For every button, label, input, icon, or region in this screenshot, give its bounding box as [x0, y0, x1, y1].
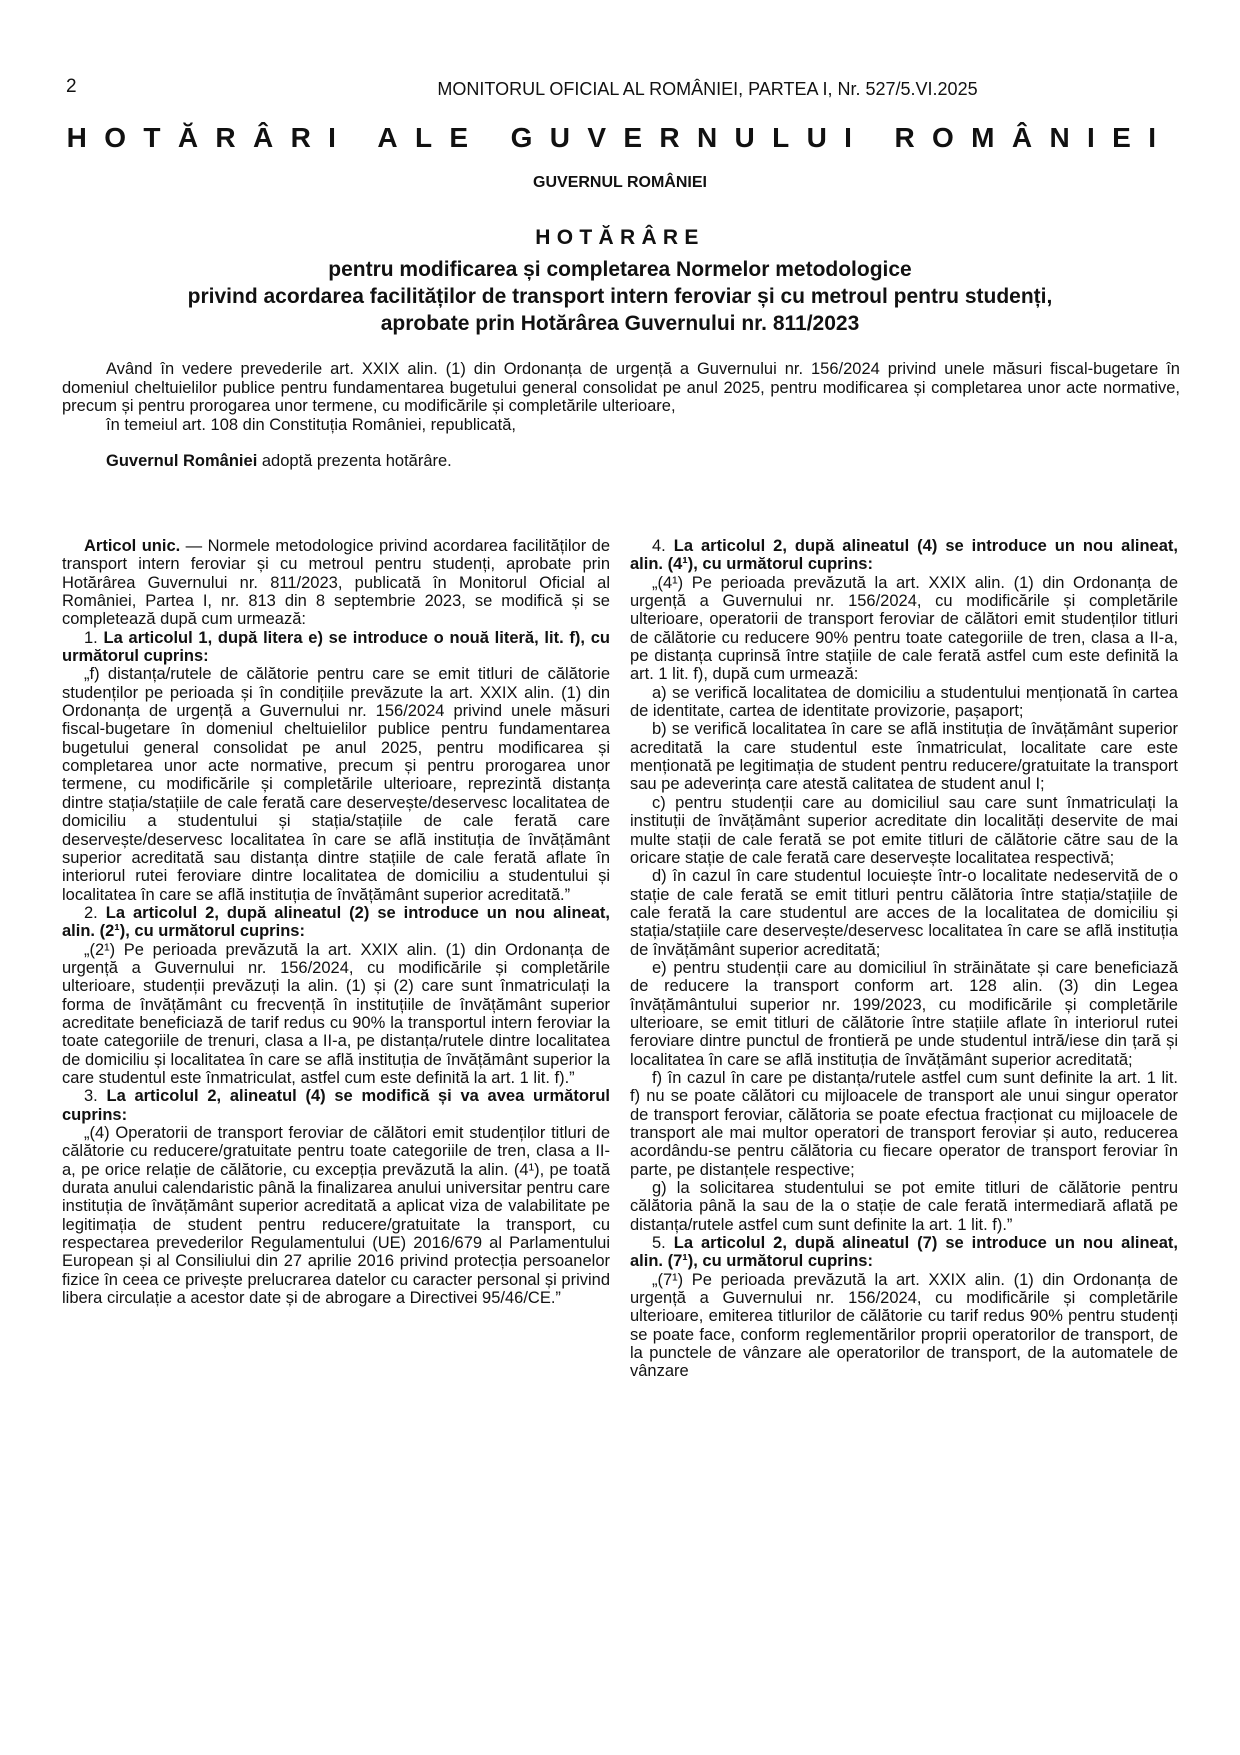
adoption-text: adoptă prezenta hotărâre.: [257, 452, 452, 470]
right-column: [630, 537, 1178, 1381]
preamble-paragraph: în temeiul art. 108 din Constituția României, republicată,: [106, 415, 516, 434]
point-number: 2.: [84, 903, 106, 922]
adoption-subject: Guvernul României: [106, 452, 258, 470]
preamble: [62, 360, 1180, 471]
amendment-point: [62, 629, 610, 666]
letter-item: b) se verifică localitatea în care se află instituția de învățământ superior acreditată la care studentul este înmatriculat, localitate care este menționată pe legitimația de student pentru reducere/gratuitate la transport sau pe adeverința care atestă calitatea de student anul I;: [630, 720, 1178, 794]
amendment-text: „f) distanța/rutele de călătorie pentru care se emit titluri de călătorie studenților pe perioada și în condițiile prevăzute la art. XXIX alin. (1) din Ordonanța de urgență a Guvernului nr. 156/2024 privind unele măsuri fiscal-bugetare în domeniul cheltuielilor publice pentru fundamentarea bugetului general consolidat pe anul 2025, pentru modificarea și completarea unor acte normative, precum și pentru prorogarea unor termene, cu modificările și completările ulterioare, reprezintă distanța dintre stația/stațiile de cale ferată care deservește/deservesc localitatea de domiciliu a studentului și stația/stațiile de cale ferată care deservește/deservesc localitatea în care se află instituția de învățământ superior acreditată sau distanța dintre stațiile de cale ferată aflate în interiorul rutei feroviare dintre localitatea de domiciliu a studentului și localitatea în care se află instituția de învățământ superior acreditată.”: [62, 665, 610, 904]
header-text: MONITORUL OFICIAL AL ROMÂNIEI, PARTEA I, Nr. 527/5.VI.2025: [437, 79, 978, 99]
article-paragraph: [62, 537, 610, 629]
letter-item: f) în cazul în care pe distanța/rutele astfel cum sunt definite la art. 1 lit. f) nu se poate călători cu mijloacele de transport ale unui singur operator de transport feroviar, călătoria se poate efectua fracționat cu mijloacele de transport ale mai multor operatori de transport feroviar și auto, reducerea acordându-se pentru călătoria cu fiecare operator de transport feroviar în parte, pe distanțele respective;: [630, 1068, 1178, 1179]
point-instruction: La articolul 2, după alineatul (2) se introduce un nou alineat, alin. (2¹), cu următorul cuprins:: [62, 903, 610, 941]
running-header: [0, 79, 1240, 100]
left-column: [62, 537, 610, 1307]
article-text: — Normele metodologice privind acordarea facilităților de transport intern feroviar și cu metroul pentru studenți, aprobate prin Hotărârea Guvernului nr. 811/2023, publicată în Monitorul Oficial al României, Partea I, nr. 813 din 8 septembrie 2023, se modifică și se completează după cum urmează:: [62, 537, 611, 629]
decision-heading: HOTĂRÂRE: [535, 226, 705, 249]
amendment-point: [62, 904, 610, 941]
point-number: 1.: [84, 628, 104, 647]
point-instruction: La articolul 1, după litera e) se introduce o nouă literă, lit. f), cu următorul cuprins:: [62, 628, 610, 666]
letter-item: e) pentru studenții care au domiciliul în străinătate și care beneficiază de reducere la transport conform art. 128 alin. (3) din Legea învățământului superior nr. 199/2023, cu modificările și completările ulterioare, se emit titluri de călătorie între stațiile aflate în interiorul rutei feroviare dintre punctul de frontieră pe unde studentul intră/iese din țară și localitatea în care se află instituția de învățământ superior acreditată;: [630, 958, 1178, 1069]
amendment-text: „(7¹) Pe perioada prevăzută la art. XXIX alin. (1) din Ordonanța de urgență a Guvernului nr. 156/2024, cu modificările și completările ulterioare, emiterea titlurilor de călătorie cu tarif redus 90% pentru studenți se poate face, conform reglementărilor proprii operatorilor de transport, de la punctele de vânzare ale operatorilor de transport, de la automatele de vânzare: [630, 1270, 1178, 1381]
decision-subtitle-line: pentru modificarea și completarea Normelor metodologice: [328, 258, 912, 281]
point-instruction: La articolul 2, după alineatul (7) se introduce un nou alineat, alin. (7¹), cu următorul cuprins:: [630, 1234, 1178, 1271]
letter-item: d) în cazul în care studentul locuiește într-o localitate nedeservită de o stație de cale ferată se emit titluri pentru călătoria între stația/stațiile de cale ferată la care studentul are acces de la localitatea de domiciliu și stația/stațiile care deservește/deservesc localitatea în care se află instituția de învățământ superior acreditată;: [630, 867, 1178, 959]
point-number: 5.: [652, 1234, 674, 1253]
amendment-point: [630, 537, 1178, 574]
letter-item: c) pentru studenții care au domiciliul sau care sunt înmatriculați la instituții de învățământ superior acreditate din localități deservite de mai multe stații de cale ferată se pot emite titluri de călătorie către sau de la oricare stație de cale ferată care deservește localitatea respectivă;: [630, 793, 1178, 867]
section-title: HOTĂRÂRI ALE GUVERNULUI ROMÂNIEI: [66, 122, 1174, 153]
issuer: GUVERNUL ROMÂNIEI: [533, 174, 707, 191]
page-number: 2: [66, 76, 77, 97]
point-instruction: La articolul 2, alineatul (4) se modifică și va avea următorul cuprins:: [62, 1087, 610, 1124]
amendment-text: „(2¹) Pe perioada prevăzută la art. XXIX alin. (1) din Ordonanța de urgență a Guvernului nr. 156/2024, cu modificările și completările ulterioare, studenții prevăzuți la alin. (1) și (2) care sunt înmatriculați la forma de învățământ cu frecvență în instituțiile de învățământ superior acreditate beneficiază de tarif redus cu 90% la transportul intern feroviar la toate categoriile de trenuri, clasa a II-a, pe distanța/rutele dintre localitatea de domiciliu și localitatea în care se află instituția de învățământ superior la care studentul este înmatriculat, astfel cum este definită la art. 1 lit. f).”: [62, 940, 610, 1087]
decision-subtitle-line: aprobate prin Hotărârea Guvernului nr. 811/2023: [380, 312, 860, 335]
adoption-statement: [62, 452, 1180, 471]
decision-subtitle-line: privind acordarea facilităților de transport intern feroviar și cu metroul pentru studenți,: [187, 285, 1053, 308]
amendment-text: „(4¹) Pe perioada prevăzută la art. XXIX alin. (1) din Ordonanța de urgență a Guvernului nr. 156/2024, cu modificările și completările ulterioare, operatorii de transport feroviar de călători emit studenților titluri de călătorie cu reducere 90% pentru toate categoriile de tren, clasa a II-a, pe distanța cuprinsă între stațiile de cale ferată astfel cum este definită la art. 1 lit. f), după cum urmează:: [630, 573, 1178, 684]
amendment-point: [62, 1087, 610, 1124]
amendment-text: „(4) Operatorii de transport feroviar de călători emit studenților titluri de călătorie cu reducere/gratuitate pentru toate categoriile de tren, clasa a II-a, pe orice relație de călătorie, cu excepția prevăzută la alin. (4¹), pe toată durata anului calendaristic până la finalizarea anului universitar pentru care instituția de învățământ superior acreditată a aplicat viza de valabilitate pe legitimația de student pentru reducere/gratuitate la transport, cu respectarea prevederilor Regulamentului (UE) 2016/679 al Parlamentului European și al Consiliului din 27 aprilie 2016 privind protecția persoanelor fizice în ceea ce privește prelucrarea datelor cu caracter personal și privind libera circulație a acestor date și de abrogare a Directivei 95/46/CE.”: [62, 1124, 610, 1308]
preamble-paragraph: Având în vedere prevederile art. XXIX alin. (1) din Ordonanța de urgență a Guvernului nr. 156/2024 privind unele măsuri fiscal-bugetare în domeniul cheltuielilor publice pentru fundamentarea bugetului general consolidat pe anul 2025, pentru modificarea și completarea unor acte normative, precum și pentru prorogarea unor termene, cu modificările și completările ulterioare,: [62, 360, 1180, 415]
article-label: Articol unic.: [84, 537, 181, 555]
point-instruction: La articolul 2, după alineatul (4) se introduce un nou alineat, alin. (4¹), cu următorul cuprins:: [630, 537, 1178, 574]
letter-item: g) la solicitarea studentului se pot emite titluri de călătorie pentru călătoria până la sau de la o stație de cale ferată intermediară aflată pe distanța/rutele astfel cum sunt definite la art. 1 lit. f).”: [630, 1179, 1178, 1234]
point-number: 4.: [652, 537, 674, 555]
decision-subtitle: [0, 256, 1240, 337]
amendment-point: [630, 1234, 1178, 1271]
letter-item: a) se verifică localitatea de domiciliu a studentului menționată în cartea de identitate, cartea de identitate provizorie, pașaport;: [630, 683, 1178, 721]
point-number: 3.: [84, 1087, 107, 1106]
